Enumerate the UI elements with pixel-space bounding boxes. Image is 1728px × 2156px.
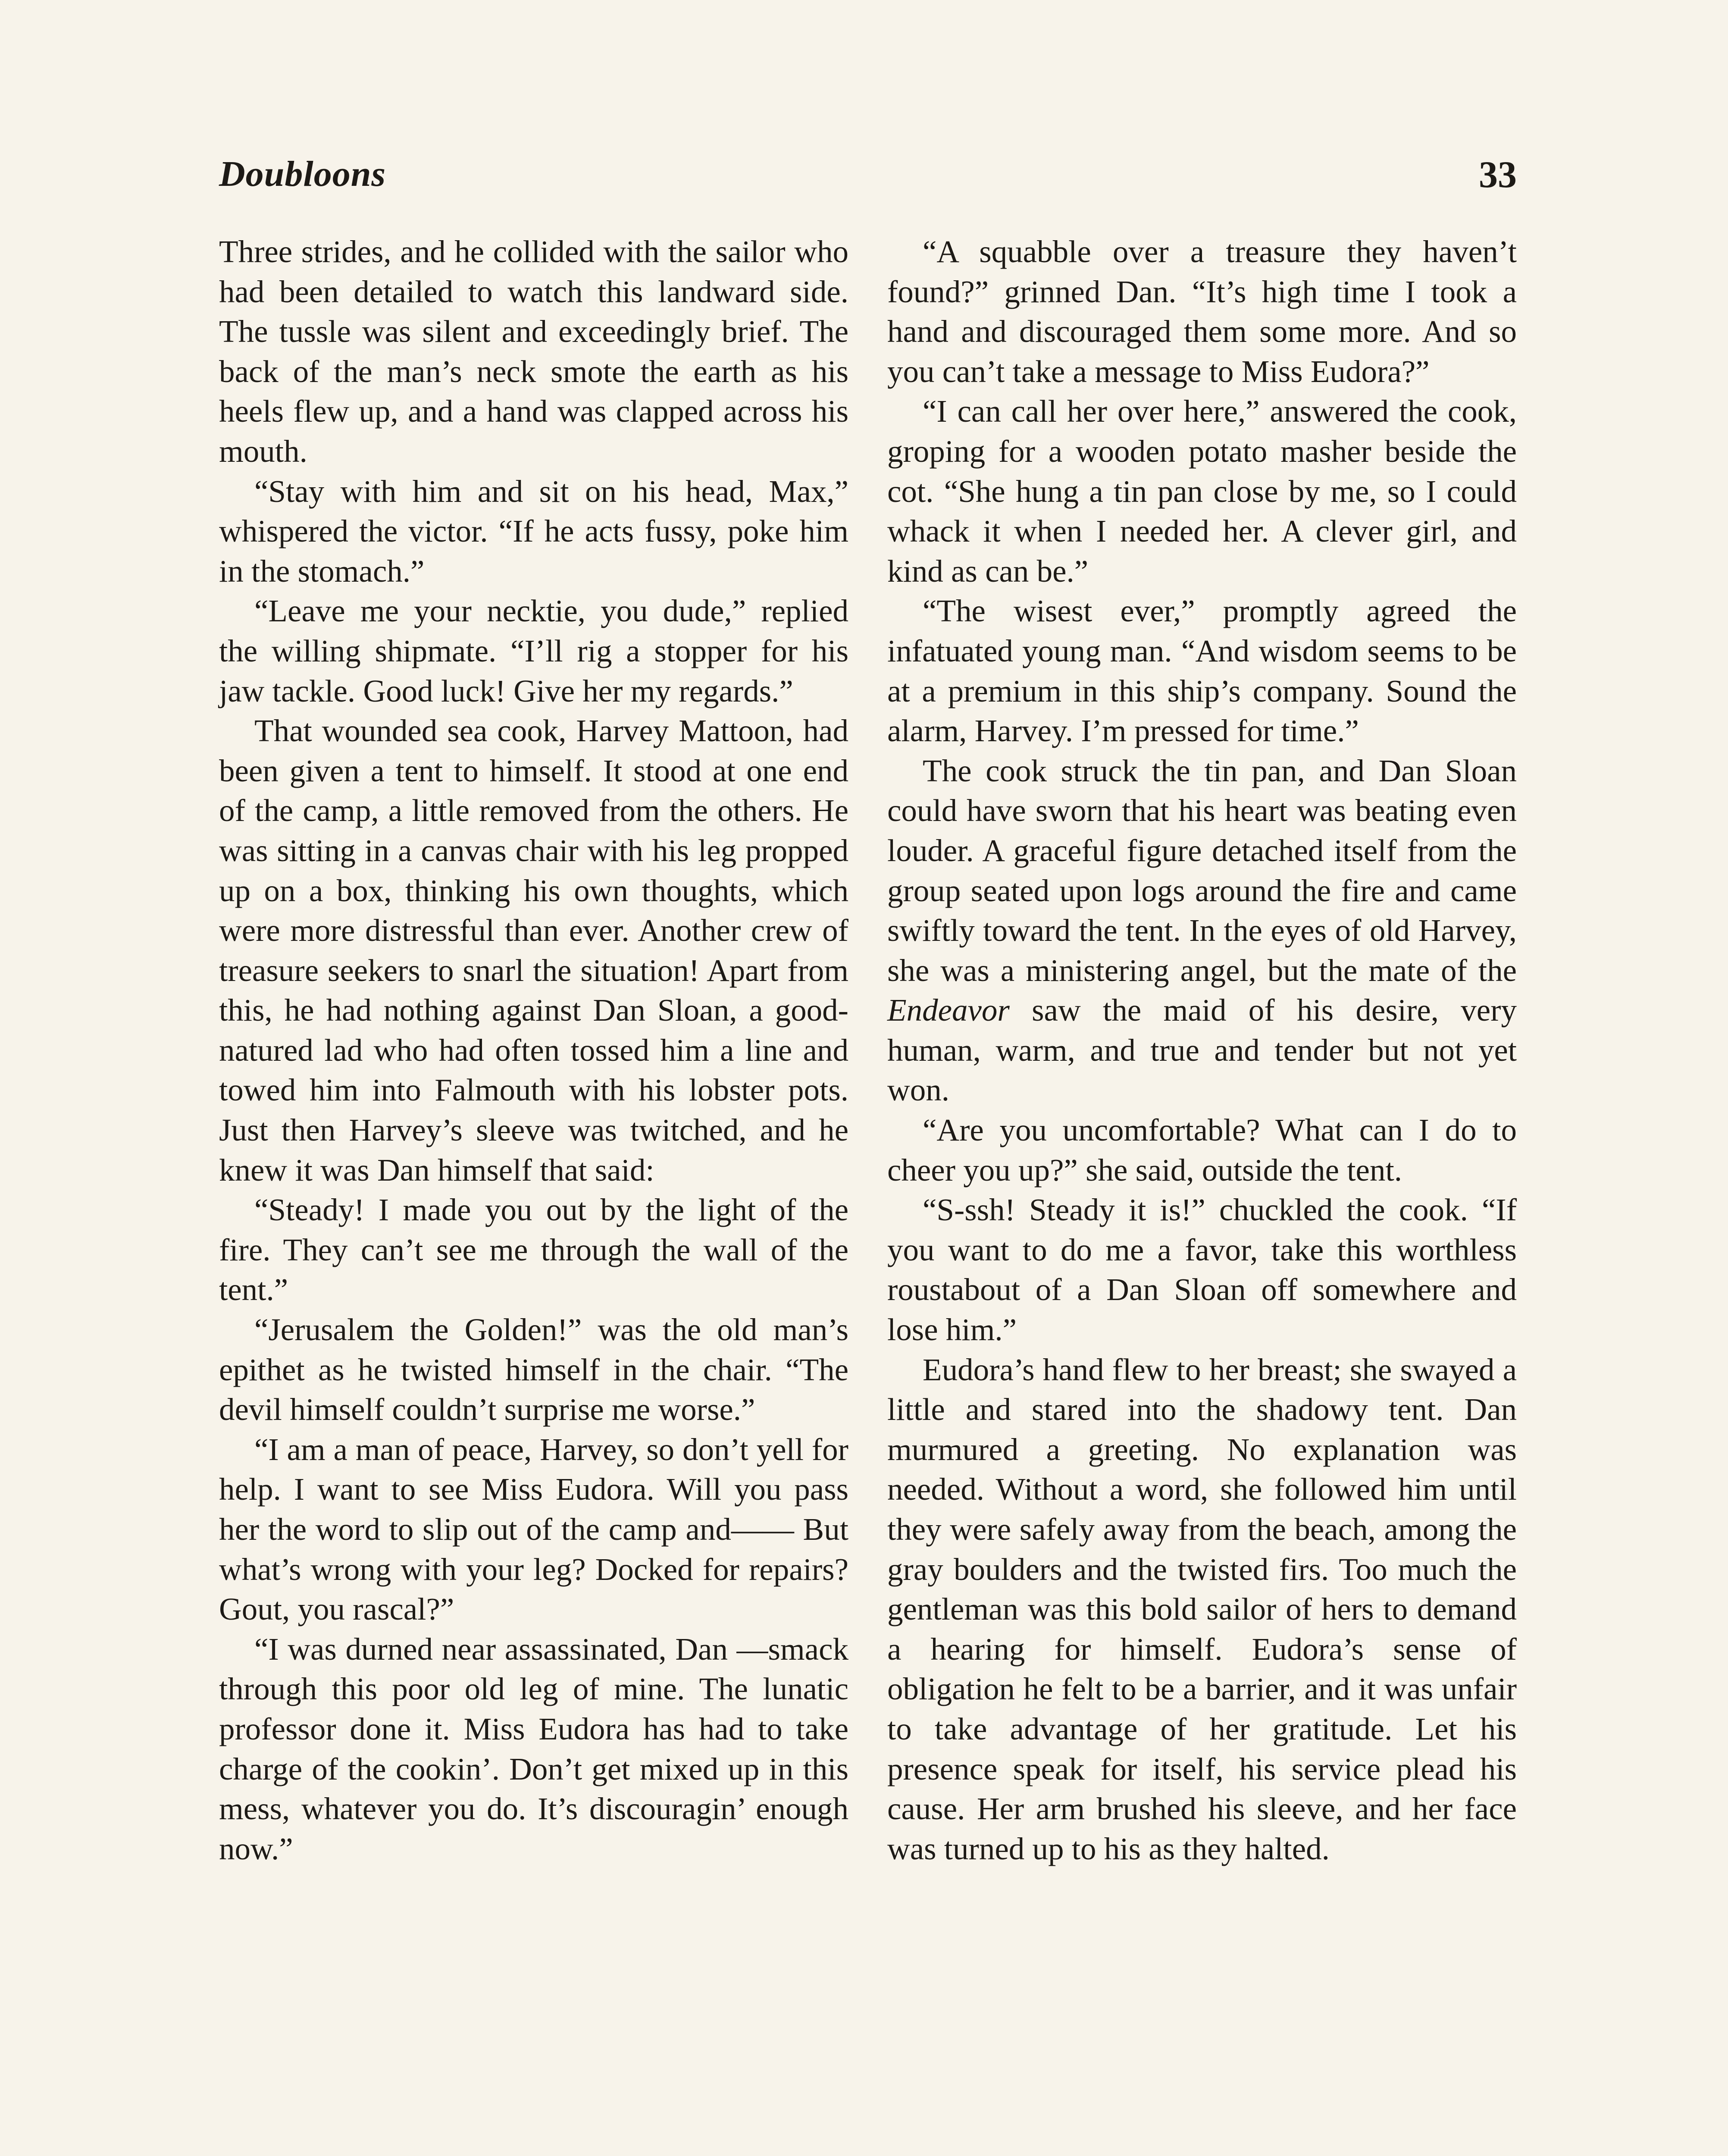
page-number: 33 <box>1479 154 1517 196</box>
paragraph: “I can call her over here,” answered the cook, groping for a wooden potato masher beside the cot. “She hung a tin pan close by me, so I could whack it when I needed her. A clever girl, and kind as can be.” <box>887 394 1517 589</box>
paragraph: “I am a man of peace, Harvey, so don’t yell for help. I want to see Miss Eudora. Will you pass her the word to slip out of the camp and—— But what’s wrong with your leg? Docked for repairs? Gout, you rascal?” <box>219 1432 848 1627</box>
paragraph: “S-ssh! Steady it is!” chuckled the cook. “If you want to do me a favor, take this worthless roustabout of a Dan Sloan off somewhere and lose him.” <box>887 1192 1517 1348</box>
right-column <box>887 232 1517 1869</box>
paragraph: “I was durned near assassinated, Dan —smack through this poor old leg of mine. The lunatic professor done it. Miss Eudora has had to take charge of the cookin’. Don’t get mixed up in this mess, whatever you do. It’s discouragin’ enough now.” <box>219 1631 848 1866</box>
paragraph: “Leave me your necktie, you dude,” replied the willing shipmate. “I’ll rig a stopper for his jaw tackle. Good luck! Give her my regards.” <box>219 593 848 708</box>
paragraph: “A squabble over a treasure they haven’t found?” grinned Dan. “It’s high time I took a hand and discouraged them some more. And so you can’t take a message to Miss Eudora?” <box>887 234 1517 389</box>
paragraph: “Steady! I made you out by the light of the fire. They can’t see me through the wall of the tent.” <box>219 1192 848 1307</box>
paragraph: “Are you uncomfortable? What can I do to cheer you up?” she said, outside the tent. <box>887 1112 1517 1188</box>
paragraph: Eudora’s hand flew to her breast; she swayed a little and stared into the shadowy tent. Dan murmured a greeting. No explanation was needed. Without a word, she followed him until they were safely away from the beach, among the gray boulders and the twisted firs. Too much the gentleman was this bold sailor of hers to demand a hearing for himself. Eudora’s sense of obligation he felt to be a barrier, and it was unfair to take advantage of her gratitude. Let his presence speak for itself, his service plead his cause. Her arm brushed his sleeve, and her face was turned up to his as they halted. <box>887 1352 1517 1866</box>
page-header <box>219 153 1517 209</box>
paragraph: “Stay with him and sit on his head, Max,” whispered the victor. “If he acts fussy, poke him in the stomach.” <box>219 473 848 589</box>
paragraph: That wounded sea cook, Harvey Mattoon, had been given a tent to himself. It stood at one end of the camp, a little removed from the others. He was sitting in a canvas chair with his leg propped up on a box, thinking his own thoughts, which were more distressful than ever. Another crew of treasure seekers to snarl the situation! Apart from this, he had nothing against Dan Sloan, a good-natured lad who had often tossed him a line and towed him into Falmouth with his lobster pots. Just then Harvey’s sleeve was twitched, and he knew it was Dan himself that said: <box>219 713 848 1188</box>
running-head: Doubloons <box>219 154 386 194</box>
left-column <box>219 232 848 1869</box>
ship-name: Endeavor <box>887 993 1010 1028</box>
paragraph: Three strides, and he collided with the sailor who had been detailed to watch this landward side. The tussle was silent and exceedingly brief. The back of the man’s neck smote the earth as his heels flew up, and a hand was clapped across his mouth. <box>219 234 848 469</box>
paragraph: “Jerusalem the Golden!” was the old man’s epithet as he twisted himself in the chair. “The devil himself couldn’t surprise me worse.” <box>219 1312 848 1427</box>
paragraph: “The wisest ever,” promptly agreed the infatuated young man. “And wisdom seems to be at a premium in this ship’s company. Sound the alarm, Harvey. I’m pressed for time.” <box>887 593 1517 749</box>
paragraph: The cook struck the tin pan, and Dan Sloan could have sworn that his heart was beating even louder. A graceful figure detached itself from the group seated upon logs around the fire and came swiftly toward the tent. In the eyes of old Harvey, she was a ministering angel, but the mate of the Endeavor saw the maid of his desire, very human, warm, and true and tender but not yet won. <box>887 753 1517 1108</box>
